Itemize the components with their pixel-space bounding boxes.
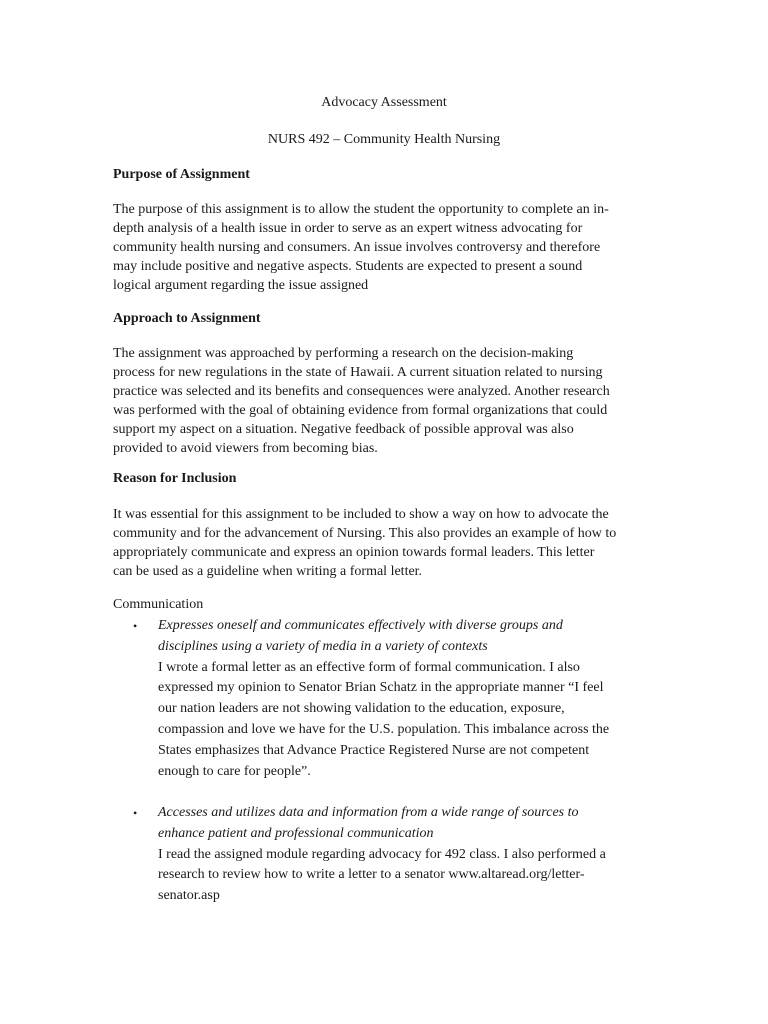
- paragraph-line: It was essential for this assignment to be included to show a way on how to advocate the: [113, 507, 609, 522]
- paragraph-line: support my aspect on a situation. Negative feedback of possible approval was also: [113, 422, 574, 437]
- paragraph-line: can be used as a guideline when writing a formal letter.: [113, 564, 423, 579]
- evidence-line: I read the assigned module regarding advocacy for 492 class. I also performed a: [158, 846, 606, 862]
- competency-statement-line: Accesses and utilizes data and information from a wide range of sources to: [158, 805, 579, 820]
- section-heading-reason: Reason for Inclusion: [113, 471, 237, 486]
- competency-statement-line: disciplines using a variety of media in a variety of contexts: [158, 638, 488, 654]
- paragraph-line: The assignment was approached by performing a research on the decision-making: [113, 346, 574, 361]
- paragraph-line: process for new regulations in the state of Hawaii. A current situation related to nursing: [113, 365, 603, 380]
- paragraph-line: community health nursing and consumers. An issue involves controversy and therefore: [113, 240, 601, 255]
- section-heading-purpose: Purpose of Assignment: [113, 167, 250, 182]
- paragraph-line: may include positive and negative aspects. Students are expected to present a sound: [113, 259, 583, 274]
- section-paragraph-purpose: [113, 200, 663, 295]
- bullet-item-2: [158, 803, 658, 907]
- evidence-line: research to review how to write a letter to a senator www.altaread.org/letter-: [158, 867, 585, 883]
- evidence-line: I wrote a formal letter as an effective form of formal communication. I also: [158, 659, 580, 675]
- competency-statement-line: Expresses oneself and communicates effectively with diverse groups and: [158, 618, 563, 633]
- document-title: Advocacy Assessment: [321, 95, 447, 110]
- paragraph-line: depth analysis of a health issue in order to serve as an expert witness advocating for: [113, 221, 583, 236]
- evidence-line: senator.asp: [158, 888, 220, 904]
- bullet-marker: •: [133, 806, 138, 820]
- evidence-line: compassion and love we have for the U.S. population. This imbalance across the: [158, 721, 610, 737]
- paragraph-line: appropriately communicate and express an opinion towards formal leaders. This letter: [113, 545, 595, 560]
- section-paragraph-approach: [113, 344, 663, 458]
- section-heading-approach: Approach to Assignment: [113, 311, 261, 326]
- paragraph-line: community and for the advancement of Nursing. This also provides an example of how to: [113, 526, 617, 541]
- communication-label: Communication: [113, 597, 204, 612]
- paragraph-line: was performed with the goal of obtaining evidence from formal organizations that could: [113, 403, 608, 418]
- paragraph-line: The purpose of this assignment is to allow the student the opportunity to complete an in-: [113, 202, 609, 217]
- bullet-marker: •: [133, 619, 138, 633]
- evidence-line: expressed my opinion to Senator Brian Schatz in the appropriate manner “I feel: [158, 680, 604, 696]
- paragraph-line: practice was selected and its benefits and consequences were analyzed. Another research: [113, 384, 610, 399]
- evidence-line: enough to care for people”.: [158, 763, 311, 779]
- paragraph-line: logical argument regarding the issue assigned: [113, 278, 369, 293]
- section-paragraph-reason: [113, 505, 663, 581]
- bullet-item-1: [158, 616, 658, 782]
- paragraph-line: provided to avoid viewers from becoming bias.: [113, 441, 378, 456]
- course-name: NURS 492 – Community Health Nursing: [267, 132, 501, 147]
- evidence-line: our nation leaders are not showing validation to the education, exposure,: [158, 701, 565, 717]
- evidence-line: States emphasizes that Advance Practice Registered Nurse are not competent: [158, 742, 590, 758]
- competency-statement-line: enhance patient and professional communication: [158, 825, 434, 841]
